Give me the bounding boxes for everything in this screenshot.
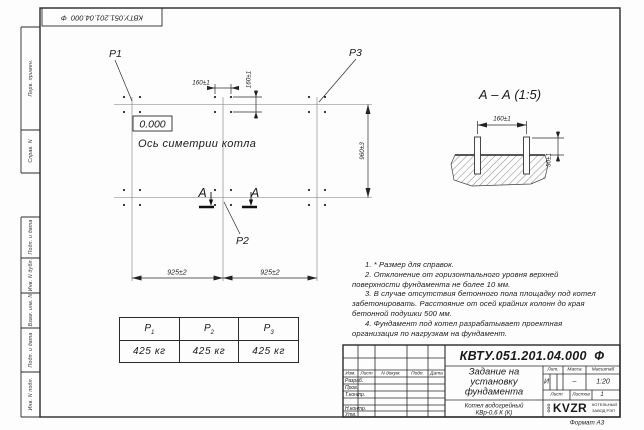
note-1: 1. * Размер для справок.: [365, 260, 455, 269]
col-header-list: Лист: [360, 371, 373, 377]
leader-p2: [224, 202, 240, 234]
load-value-p1: 425 кг: [120, 341, 180, 363]
plan-view: [109, 47, 372, 281]
col-header-podp: Подп.: [411, 371, 424, 377]
lit-value: И: [543, 378, 550, 386]
note-3: 3. В случае отсутствия бетонного пола площадку под котел забетонировать. Расстояние от осей крайних колонн до края бетонной подушки 500 мм.: [352, 289, 596, 318]
p1-label: P1: [109, 48, 122, 60]
boiler-axis-label: Ось симетрии котла: [138, 138, 257, 150]
p2-label: P2: [236, 235, 249, 247]
dim-925-right: 925±2: [260, 269, 280, 277]
row-utv: Утв.: [345, 411, 357, 418]
leader-p3: [319, 59, 356, 102]
load-header-p3: $P_3$: [239, 318, 299, 341]
section-letter-right: А: [250, 186, 260, 200]
note-4: 4. Фундамент под котел разрабатывает проектная организация по нагрузкам на фундамент.: [352, 318, 563, 338]
row-razrab: Разраб.: [345, 378, 364, 384]
side-label-sprav-n: Справ. N: [27, 139, 34, 163]
dim-160-horizontal: 160±1: [192, 79, 210, 87]
doc-designation: КВТУ.051.201.04.000 Ф: [459, 349, 605, 363]
col-header-data: Дата: [430, 371, 443, 377]
p3-label: P3: [349, 47, 362, 59]
row-prov: Пров.: [345, 385, 359, 391]
load-table-header-row: [120, 318, 299, 341]
doc-title-line-3: фундамента: [464, 386, 524, 398]
section-cut-marks: [199, 192, 257, 207]
side-label-inv-dubl: Инв. N дубл.: [27, 258, 34, 292]
section-dim-160: 160±1: [493, 115, 511, 123]
side-label-podp-data-1: Подп. и дата: [27, 219, 34, 255]
mass-label: Масса: [567, 367, 582, 373]
plan-dimension-lines: [132, 84, 368, 278]
top-stamp-rotated: КВТУ.051.201.04.000 Ф: [60, 13, 144, 22]
technical-notes: [352, 260, 606, 338]
load-header-p2: $P_2$: [179, 318, 239, 341]
logo-sub-line-2: ЗАВОД РЭП: [592, 407, 615, 413]
section-letter-left: А: [198, 186, 207, 200]
logo-ooo: ООО: [546, 403, 551, 413]
anchor-bolt-left: [475, 137, 481, 174]
side-label-podp-data-2: Подп. и дата: [27, 332, 34, 368]
section-dim-50: 50±1: [545, 153, 553, 167]
sheet-label: Лист: [550, 392, 563, 398]
anchor-bolt-marks: [123, 96, 326, 206]
row-tkontr: Т.контр.: [345, 392, 366, 398]
note-2: 2. Отклонение от горизонтального уровня верхней поверхности фундамента не более 10 мм.: [352, 269, 559, 289]
side-label-perv-primen: Перв. примен.: [27, 59, 34, 97]
side-label-vzam-inv: Взам. инв. N: [27, 293, 34, 327]
load-table: [119, 317, 299, 363]
load-value-p3: 425 кг: [239, 341, 299, 363]
mass-value: –: [572, 378, 577, 386]
col-header-doc: N докум.: [381, 371, 401, 377]
section-view: [451, 87, 564, 186]
section-title: А – А (1:5): [478, 87, 542, 102]
concrete-pad: [451, 155, 548, 186]
logo-sub-line-1: КОТЕЛЬНЫЙ: [592, 401, 618, 407]
dim-160-vertical: 160±1: [245, 70, 253, 89]
sheets-label: Листов: [572, 392, 590, 398]
level-mark: 0.000: [139, 118, 166, 131]
col-header-izm: Изм.: [345, 371, 356, 377]
row-nkontr: Н.контр.: [345, 405, 367, 412]
scale-value: 1:20: [596, 378, 610, 386]
anchor-bolt-right: [524, 137, 530, 174]
product-line-2: КВр-0,6 К (К): [475, 409, 513, 416]
dim-925-left: 925±2: [167, 269, 187, 277]
format-note: Формат А3: [569, 419, 605, 427]
scale-label: Масштаб: [591, 367, 615, 373]
load-header-p1: $P_1$: [120, 318, 180, 341]
doc-title-line-2: установку: [470, 376, 518, 388]
load-value-p2: 425 кг: [179, 341, 239, 363]
sheets-value: 1: [600, 392, 604, 398]
dim-960: 960±3: [359, 142, 366, 160]
leader-p1: [115, 60, 132, 101]
doc-title-line-1: Задание на: [468, 366, 520, 378]
side-label-inv-podl: Инв. N подл.: [27, 377, 34, 411]
logo-kvzr: KVZR: [552, 401, 588, 415]
load-table-value-row: [120, 341, 299, 363]
product-line-1: Котел водогрейный: [464, 402, 524, 410]
lit-label: Лит.: [547, 367, 559, 373]
